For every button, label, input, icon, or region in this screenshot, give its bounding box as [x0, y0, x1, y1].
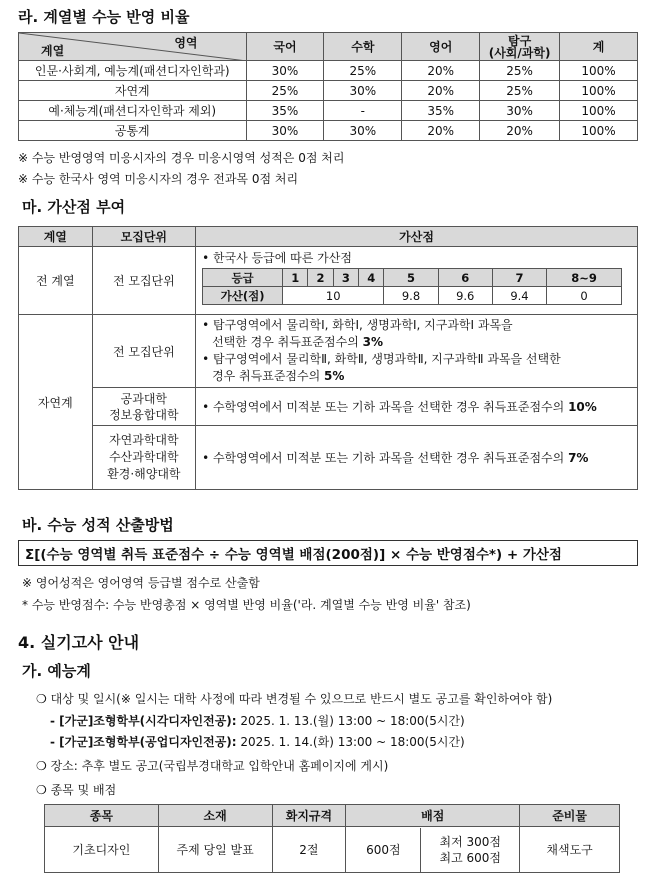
section-title-ra: 라. 계열별 수능 반영 비율	[18, 8, 190, 26]
ratio-table	[18, 32, 638, 141]
table-row: 기초디자인 주제 당일 발표 2절 600점 최저 300점 최고 600점 채색도구	[45, 827, 620, 873]
col-bonus: 가산점	[196, 227, 638, 247]
exam-table: 종목 소재 화지규격 배점 준비물 기초디자인 주제 당일 발표 2절 600점 최저 300점 최고 600점 채색도구	[44, 804, 620, 873]
ratio-corner-header	[19, 33, 247, 61]
header-area: 영역	[174, 36, 198, 50]
section-title-ba: 바. 수능 성적 산출방법	[22, 516, 174, 534]
table-row: 예·체능계(패션디자인학과 제외) 35% - 35% 30% 100%	[19, 101, 638, 121]
list-item: ❍ 대상 및 일시(※ 일시는 대학 사정에 따라 변경될 수 있으므로 반드시 별도 공고를 확인하여야 함)	[36, 692, 553, 706]
note-line: * 수능 반영점수: 수능 반영총점 × 영역별 반영 비율('라. 계열별 수능 반영 비율' 참조)	[22, 598, 471, 612]
table-row: 자연계 전 모집단위 • 탐구영역에서 물리학Ⅰ, 화학Ⅰ, 생명과학Ⅰ, 지구과학Ⅰ 과목을 선택한 경우 취득표준점수의 3% • 탐구영역에서 물리학Ⅱ, 화학Ⅱ, 생명과학Ⅱ, 지구과학Ⅱ 과목을 선택한 경우 취득표준점수의 5%	[19, 315, 638, 388]
schedule-line: - [가군]조형학부(공업디자인전공): 2025. 1. 14.(화) 13:00 ~ 18:00(5시간)	[50, 735, 465, 749]
col-english: 영어	[402, 33, 480, 61]
list-item: ❍ 장소: 추후 별도 공고(국립부경대학교 입학안내 홈페이지에 게시)	[36, 759, 389, 773]
schedule-line: - [가군]조형학부(시각디자인전공): 2025. 1. 13.(월) 13:00 ~ 18:00(5시간)	[50, 714, 465, 728]
table-row: 공통계 30% 30% 20% 20% 100%	[19, 121, 638, 141]
col-inquiry: 탐구 (사회/과학)	[480, 33, 560, 61]
table-row: 전 계열 전 모집단위 • 한국사 등급에 따른 가산점 등급 1 2 3 4 5 6 7 8~9 가산(점) 10 9.8 9.6 9.4 0	[19, 247, 638, 315]
table-row: 공과대학 정보융합대학 • 수학영역에서 미적분 또는 기하 과목을 선택한 경우 취득표준점수의 10%	[19, 388, 638, 426]
list-item: ❍ 종목 및 배점	[36, 783, 117, 797]
bonus-bullet: • 한국사 등급에 따른 가산점	[202, 251, 352, 265]
note-line: ※ 수능 한국사 영역 미응시자의 경우 전과목 0점 처리	[18, 172, 299, 186]
section-title-4: 4. 실기고사 안내	[18, 633, 140, 652]
col-unit: 모집단위	[92, 227, 195, 247]
col-total: 계	[560, 33, 638, 61]
table-row: 자연계 25% 30% 20% 25% 100%	[19, 81, 638, 101]
col-korean: 국어	[246, 33, 324, 61]
note-line: ※ 수능 반영영역 미응시자의 경우 미응시영역 성적은 0점 처리	[18, 151, 345, 165]
col-series: 계열	[19, 227, 93, 247]
table-row: 자연과학대학 수산과학대학 환경·해양대학 • 수학영역에서 미적분 또는 기하 과목을 선택한 경우 취득표준점수의 7%	[19, 426, 638, 490]
col-math: 수학	[324, 33, 402, 61]
subsection-title: 가. 예능계	[22, 662, 91, 680]
note-line: ※ 영어성적은 영어영역 등급별 점수로 산출함	[22, 576, 260, 590]
section-title-ma: 마. 가산점 부여	[22, 198, 126, 216]
header-series: 계열	[41, 44, 65, 58]
table-row: 인문·사회계, 예능계(패션디자인학과) 30% 25% 20% 25% 100%	[19, 61, 638, 81]
history-grade-table: 등급 1 2 3 4 5 6 7 8~9 가산(점) 10 9.8 9.6 9.4 0	[202, 268, 622, 305]
score-formula: Σ[(수능 영역별 취득 표준점수 ÷ 수능 영역별 배점(200점)] × 수능 반영점수*) + 가산점	[18, 540, 638, 566]
bonus-table	[18, 226, 638, 490]
